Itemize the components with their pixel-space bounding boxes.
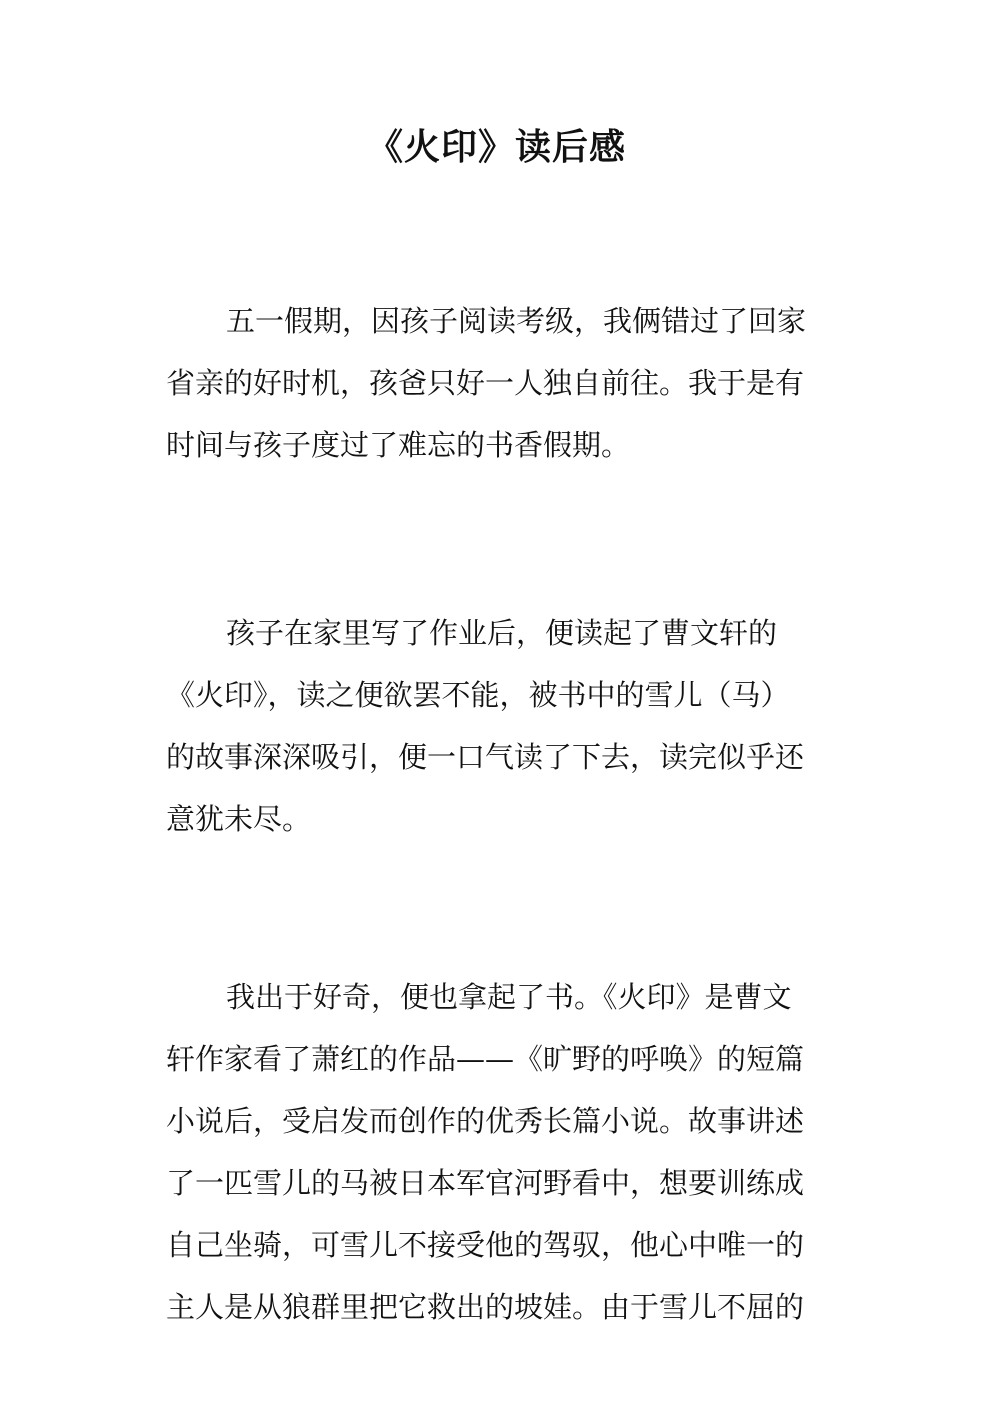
document-title: 《火印》读后感 <box>366 127 626 168</box>
paragraph-line: 的故事深深吸引，便一口气读了下去，读完似乎还 <box>166 740 805 774</box>
paragraph-line: 我出于好奇，便也拿起了书。《火印》是曹文 <box>226 980 792 1014</box>
paragraph-1 <box>166 290 830 476</box>
paragraph-line: 五一假期，因孩子阅读考级，我俩错过了回家 <box>226 304 807 338</box>
paragraph-line: 主人是从狼群里把它救出的坡娃。由于雪儿不屈的 <box>166 1290 805 1324</box>
paragraph-line: 意犹未尽。 <box>166 802 312 836</box>
paragraph-line: 孩子在家里写了作业后，便读起了曹文轩的 <box>226 616 778 650</box>
paragraph-3 <box>166 966 830 1338</box>
paragraph-line: 小说后，受启发而创作的优秀长篇小说。故事讲述 <box>166 1104 805 1138</box>
paragraph-line: 轩作家看了萧红的作品——《旷野的呼唤》的短篇 <box>166 1042 805 1076</box>
paragraph-line: 《火印》，读之便欲罢不能，被书中的雪儿（马） <box>166 678 790 712</box>
paragraph-line: 了一匹雪儿的马被日本军官河野看中，想要训练成 <box>166 1166 805 1200</box>
paragraph-2 <box>166 602 830 850</box>
paragraph-line: 自己坐骑，可雪儿不接受他的驾驭，他心中唯一的 <box>166 1228 805 1262</box>
paragraph-line: 时间与孩子度过了难忘的书香假期。 <box>166 428 631 462</box>
paragraph-line: 省亲的好时机，孩爸只好一人独自前往。我于是有 <box>166 366 805 400</box>
